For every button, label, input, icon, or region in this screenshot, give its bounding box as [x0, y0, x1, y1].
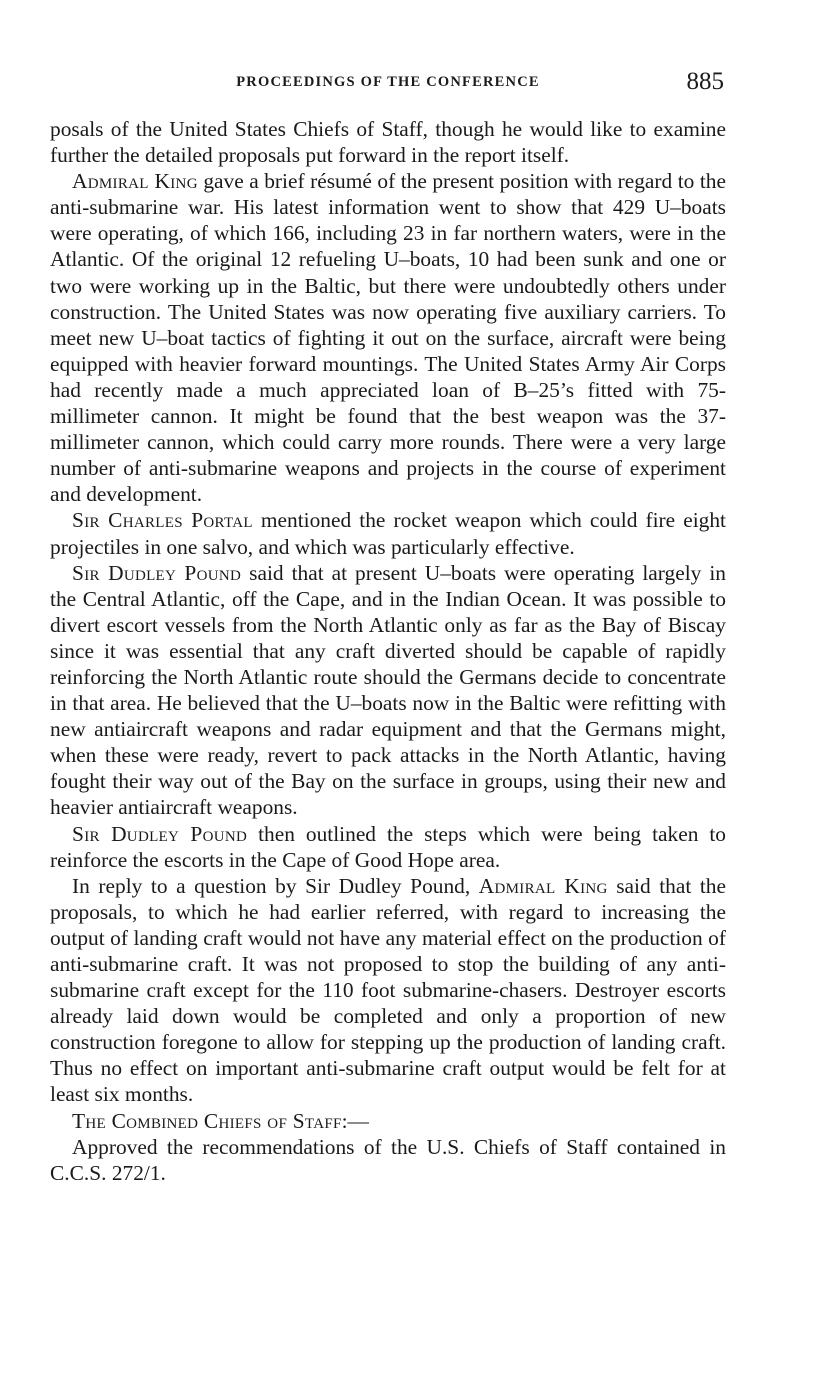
page-number: 885: [686, 68, 724, 95]
paragraph-portal-rocket: [50, 507, 726, 559]
paragraph-king-reply: [50, 873, 726, 1108]
paragraph-text: said that the proposals, to which he had earlier referred, with regard to increasing the output of landing craft would not have any material effect on the production of anti-submarine craft. It was not proposed to stop the building of any anti-submarine craft except for the 110 foot submarine-chasers. Destroyer escorts already laid down would be completed and only a proportion of new construction foregone to allow for stepping up the production of landing craft. Thus no effect on important anti-submarine craft output would be felt for at least six months.: [50, 873, 726, 1107]
paragraph-text: said that at present U–boats were operating largely in the Central Atlantic, off the Cape, and in the Indian Ocean. It was possible to divert escort vessels from the North Atlantic only as far as the Bay of Biscay since it was essential that any craft diverted should be capable of rapidly reinforcing the North Atlantic route should the Germans decide to concentrate in that area. He believed that the U–boats now in the Baltic were refitting with new antiaircraft weapons and radar equipment and that the Germans might, when these were ready, revert to pack attacks in the North Atlantic, having fought their way out of the Bay on the surface in groups, using their new and heavier antiaircraft weapons.: [50, 560, 726, 820]
running-title: PROCEEDINGS OF THE CONFERENCE: [236, 74, 540, 90]
paragraph-pound-uboats: [50, 560, 726, 821]
paragraph-pound-escorts: [50, 821, 726, 873]
paragraph-text: Approved the recommendations of the U.S. Chiefs of Staff contained in C.C.S. 272/1.: [50, 1134, 726, 1185]
paragraph-lead: In reply to a question by Sir Dudley Pound,: [72, 873, 479, 898]
speaker-name: Sir Dudley Pound: [72, 560, 242, 585]
running-head: [50, 70, 726, 106]
paragraph-text: gave a brief résumé of the present position with regard to the anti-submarine war. His latest information went to show that 429 U–boats were operating, of which 166, including 23 in far northern waters, were in the Atlantic. Of the original 12 refueling U–boats, 10 had been sunk and one or two were working up in the Baltic, but there were undoubtedly others under construction. The United States was now operating five auxiliary carriers. To meet new U–boat tactics of fighting it out on the surface, aircraft were being equipped with heavier forward mountings. The United States Army Air Corps had recently made a much appreciated loan of B–25’s fitted with 75-millimeter cannon. It might be found that the best weapon was the 37-millimeter cannon, which could carry more rounds. There were a very large number of anti-submarine weapons and projects in the course of experiment and development.: [50, 169, 726, 507]
paragraph-text: mentioned the rocket weapon which could fire eight projectiles in one salvo, and which was particularly effective.: [50, 508, 726, 559]
body-text: [50, 116, 726, 1186]
speaker-name: Admiral King: [72, 169, 198, 194]
paragraph-text: posals of the United States Chiefs of Staff, though he would like to examine further the detailed proposals put forward in the report itself.: [50, 117, 726, 168]
document-page: [50, 70, 726, 1186]
speaker-name: Sir Dudley Pound: [72, 821, 248, 846]
speaker-name: The Combined Chiefs of Staff: [72, 1108, 342, 1133]
speaker-name: Sir Charles Portal: [72, 508, 253, 533]
paragraph-text: :—: [341, 1108, 369, 1133]
paragraph-ccs-heading: [50, 1108, 726, 1134]
paragraph-ccs-decision: [50, 1134, 726, 1186]
paragraph-admiral-king-resume: [50, 168, 726, 507]
paragraph-text: then outlined the steps which were being taken to reinforce the escorts in the Cape of Good Hope area.: [50, 821, 727, 872]
speaker-name: Admiral King: [478, 873, 608, 898]
paragraph-continuation: [50, 116, 726, 168]
